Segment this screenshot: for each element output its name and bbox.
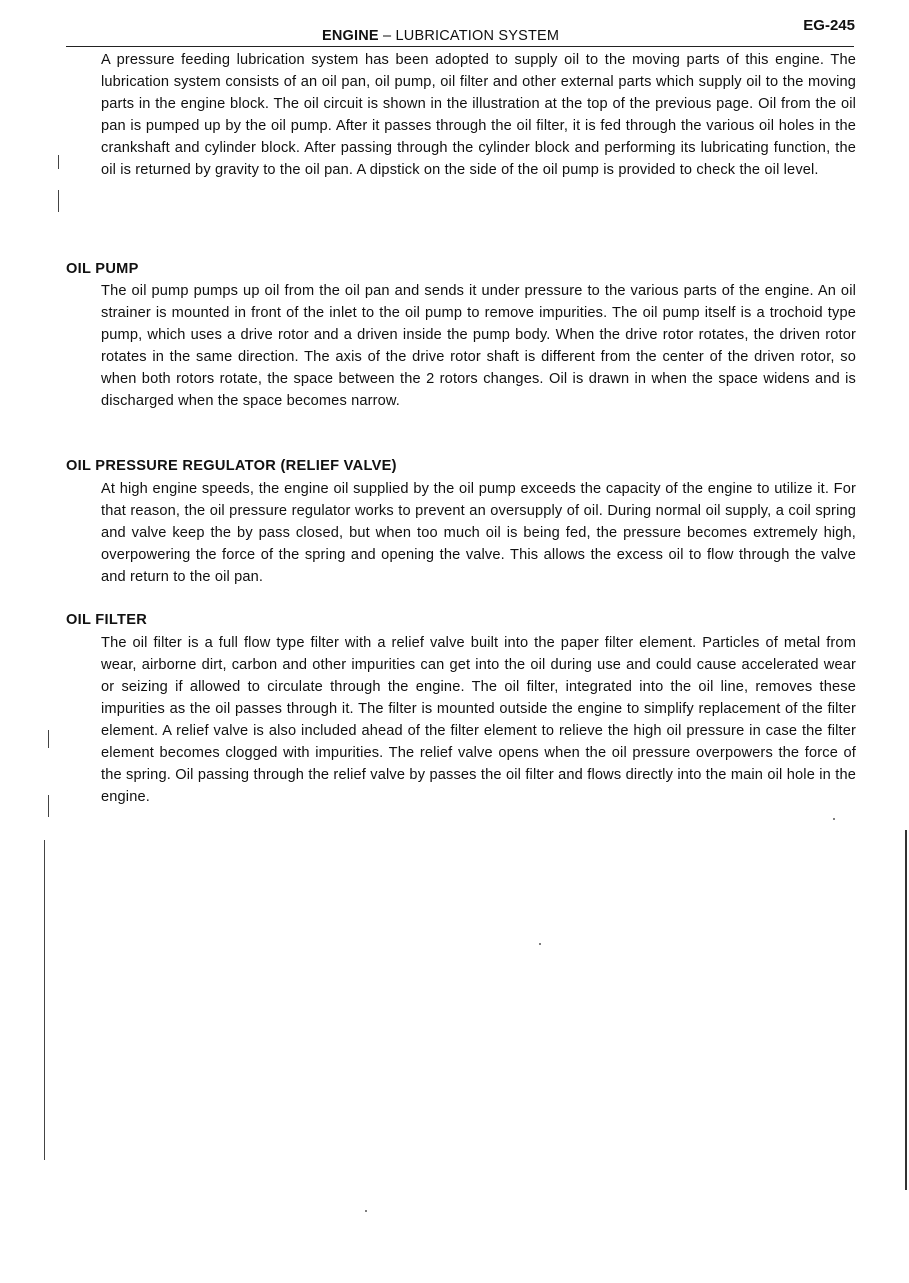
scan-speck [365,1210,367,1212]
revision-bar [58,155,59,169]
page-number: EG-245 [803,17,855,34]
scan-edge-line [44,840,45,1160]
page-header-title [322,28,559,44]
heading-oil-filter: OIL FILTER [66,612,148,628]
heading-oil-pump: OIL PUMP [66,261,139,277]
scan-right-edge [905,830,907,1190]
header-separator: – [378,28,396,44]
heading-oil-pressure-regulator: OIL PRESSURE REGULATOR (RELIEF VALVE) [66,458,397,474]
header-section: LUBRICATION SYSTEM [395,28,560,44]
oil-pressure-regulator-paragraph: At high engine speeds, the engine oil supplied by the oil pump exceeds the capacity of the engine to utilize it. For that reason, the oil pressure regulator works to prevent an oversupply of oil. During normal oil supply, a coil spring and valve keep the by pass closed, but when too much oil is being fed, the pressure becomes extremely high, overpowering the force of the spring and opening the valve. This allows the excess oil to flow through the valve and return to the oil pan. [101,481,856,585]
oil-pump-paragraph: The oil pump pumps up oil from the oil pan and sends it under pressure to the various parts of the engine. An oil strainer is mounted in front of the inlet to the oil pump to remove impurities. The oil pump itself is a trochoid type pump, which uses a drive rotor and a driven inside the pump body. When the drive rotor rotates, the driven rotor rotates in the same direction. The axis of the drive rotor shaft is different from the center of the driven rotor, so when both rotors rotate, the space between the 2 rotors changes. Oil is drawn in when the space widens and is discharged when the space becomes narrow. [101,283,856,409]
oil-filter-paragraph: The oil filter is a full flow type filter with a relief valve built into the paper filter element. Particles of metal from wear, airborne dirt, carbon and other impurities can get into the oil during use and could cause accelerated wear or seizing if allowed to circulate through the engine. The oil filter, integrated into the oil line, removes these impurities as the oil passes through it. The filter is mounted outside the engine to simplify replacement of the filter element. A relief valve is also included ahead of the filter element to relieve the high oil pressure in case the filter element becomes clogged with impurities. The relief valve opens when the oil pressure overpowers the force of the spring. Oil passing through the relief valve by passes the oil filter and flows directly into the main oil hole in the engine. [101,635,856,805]
header-rule [66,46,854,47]
scan-speck [539,943,541,945]
scan-speck [833,818,835,820]
header-chapter: ENGINE [322,28,379,44]
revision-bar [48,795,49,817]
revision-bar [48,730,49,748]
revision-bar [58,190,59,212]
intro-paragraph: A pressure feeding lubrication system has been adopted to supply oil to the moving parts of this engine. The lubrication system consists of an oil pan, oil pump, oil filter and other external parts which supply oil to the moving parts in the engine block. The oil circuit is shown in the illustration at the top of the previous page. Oil from the oil pan is pumped up by the oil pump. After it passes through the oil filter, it is fed through the various oil holes in the crankshaft and cylinder block. After passing through the cylinder block and performing its lubricating function, the oil is returned by gravity to the oil pan. A dipstick on the side of the oil pump is provided to check the oil level. [101,52,856,178]
